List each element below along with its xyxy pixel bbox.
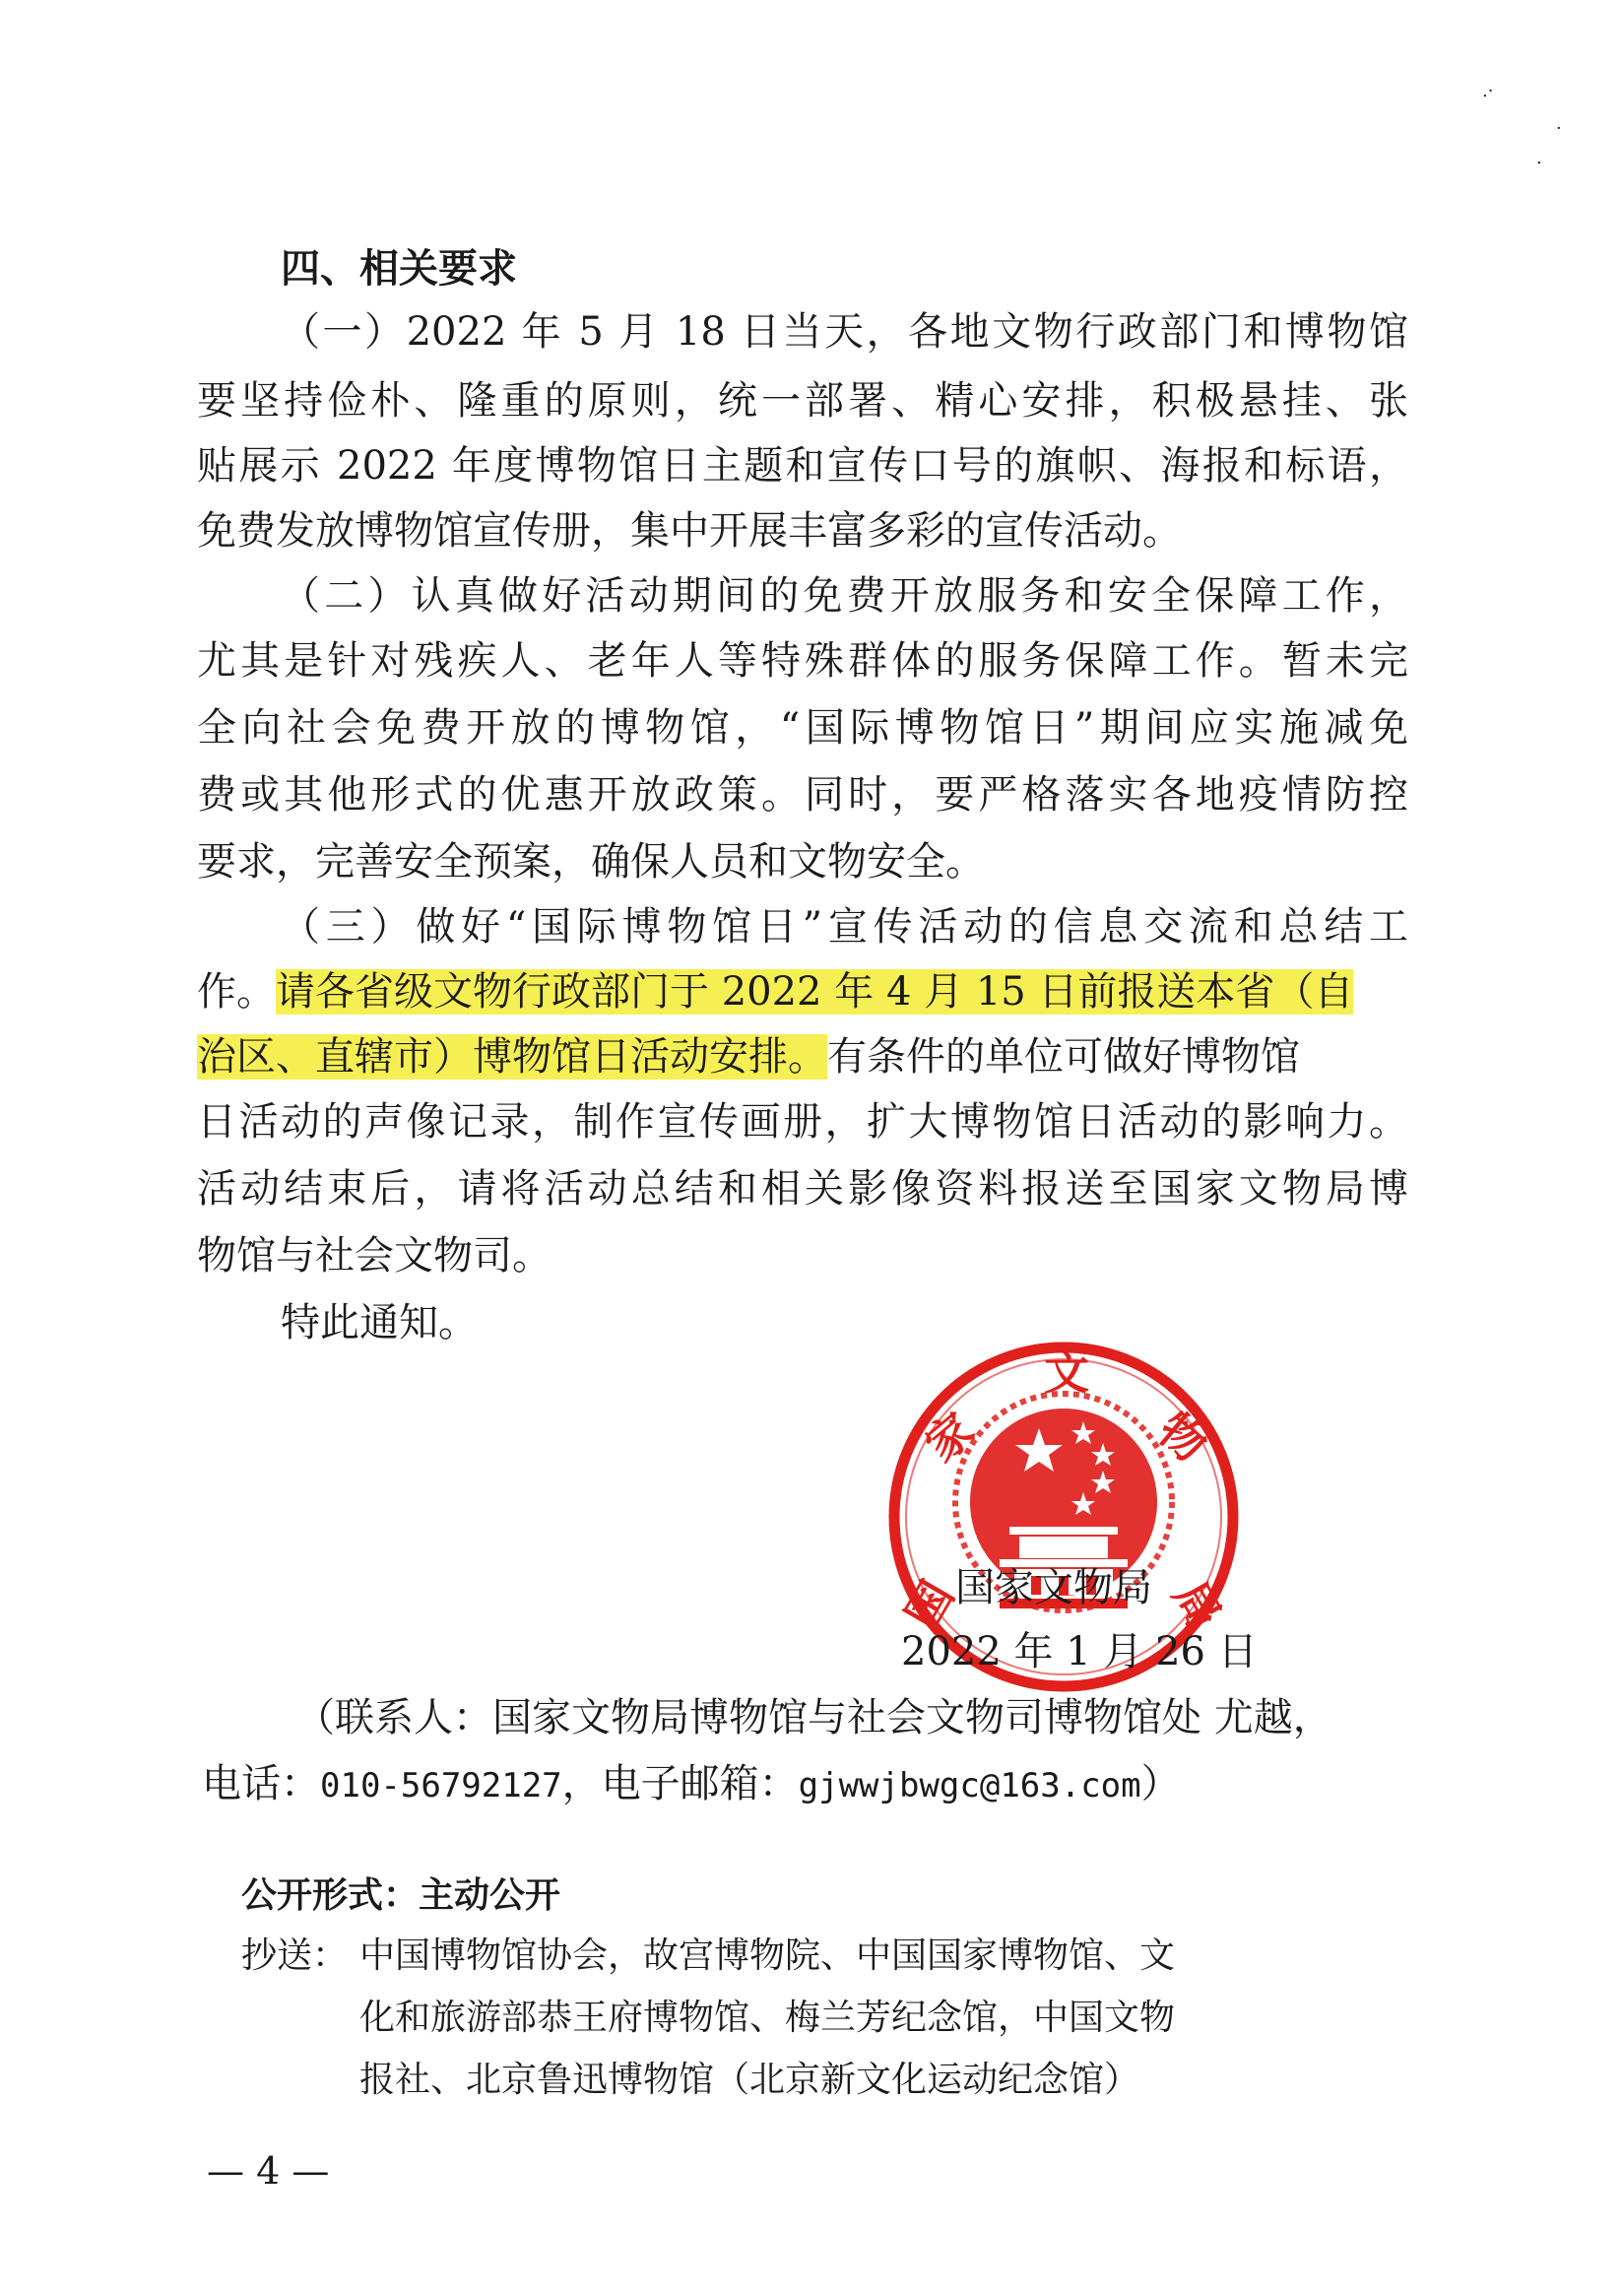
email-address: gjwwjbwgc@163.com (798, 1766, 1141, 1805)
page-number: — 4 — (207, 2149, 330, 2193)
highlighted-text: 请各省级文物行政部门于 2022 年 4 月 15 日前报送本省（自 (276, 969, 1354, 1015)
paragraph-3-line-highlighted (197, 1030, 1408, 1083)
cc-label: 抄送： (241, 1935, 349, 1976)
paragraph-2-line: 费或其他形式的优惠开放政策。同时，要严格落实各地疫情防控 (197, 772, 1408, 818)
paragraph-1-line: 贴展示 2022 年度博物馆日主题和宣传口号的旗帜、海报和标语， (197, 443, 1408, 489)
scan-speck: . (1536, 148, 1542, 168)
paragraph-1-line: （一）2022 年 5 月 18 日当天，各地文物行政部门和博物馆 (281, 309, 1408, 355)
paragraph-2-line: 尤其是针对残疾人、老年人等特殊群体的服务保障工作。暂未完 (197, 638, 1408, 684)
paragraph-3-line: 活动结束后，请将活动总结和相关影像资料报送至国家文物局博 (197, 1166, 1408, 1212)
signature-org: 国家文物局 (955, 1565, 1152, 1610)
contact-label: 电话： (202, 1761, 320, 1806)
paragraph-3-text: 有条件的单位可做好博物馆 (827, 1034, 1300, 1080)
cc-line: 化和旅游部恭王府博物馆、梅兰芳纪念馆，中国文物 (359, 1998, 1176, 2038)
paragraph-3-line: 物馆与社会文物司。 (197, 1233, 551, 1279)
cc-line: 中国博物馆协会，故宫博物院、中国国家博物馆、文 (359, 1935, 1176, 1976)
paragraph-2-line: 全向社会免费开放的博物馆，“国际博物馆日”期间应实施减免 (197, 705, 1408, 751)
paragraph-3-line-highlighted (197, 965, 1408, 1018)
paragraph-1-line: 免费发放博物馆宣传册，集中开展丰富多彩的宣传活动。 (197, 508, 1182, 554)
section-title: 四、相关要求 (281, 246, 517, 292)
contact-line: （联系人：国家文物局博物馆与社会文物司博物馆处 尤越， (295, 1695, 1332, 1740)
paragraph-3-line: （三）做好“国际博物馆日”宣传活动的信息交流和总结工 (281, 904, 1408, 950)
highlighted-text: 治区、直辖市）博物馆日活动安排。 (197, 1034, 827, 1080)
paragraph-2-line: 要求，完善安全预案，确保人员和文物安全。 (197, 839, 985, 885)
phone-number: 010-56792127 (320, 1766, 562, 1805)
scan-speck: .· (1482, 81, 1494, 101)
contact-line (202, 1757, 1413, 1812)
seal-character: 物 (1147, 1402, 1217, 1473)
closing-text: 特此通知。 (281, 1300, 478, 1345)
seal-character: 家 (915, 1402, 985, 1473)
paragraph-3-line: 日活动的声像记录，制作宣传画册，扩大博物馆日活动的影响力。 (197, 1099, 1408, 1145)
scan-speck: · (1556, 118, 1562, 139)
signature-date: 2022 年 1 月 26 日 (901, 1629, 1258, 1674)
contact-text: ） (1140, 1761, 1181, 1806)
paragraph-2-line: （二）认真做好活动期间的免费开放服务和安全保障工作， (281, 573, 1408, 619)
paragraph-3-text: 作。 (197, 969, 276, 1015)
seal-character: 国 (895, 1572, 965, 1638)
contact-label: ，电子邮箱： (561, 1761, 799, 1806)
cc-line: 报社、北京鲁迅博物馆（北京新文化运动纪念馆） (359, 2060, 1140, 2100)
seal-character: 文 (1044, 1346, 1089, 1400)
seal-character: 局 (1162, 1572, 1232, 1638)
disclosure-label: 公开形式：主动公开 (241, 1875, 561, 1916)
paragraph-1-line: 要坚持俭朴、隆重的原则，统一部署、精心安排，积极悬挂、张 (197, 378, 1408, 424)
